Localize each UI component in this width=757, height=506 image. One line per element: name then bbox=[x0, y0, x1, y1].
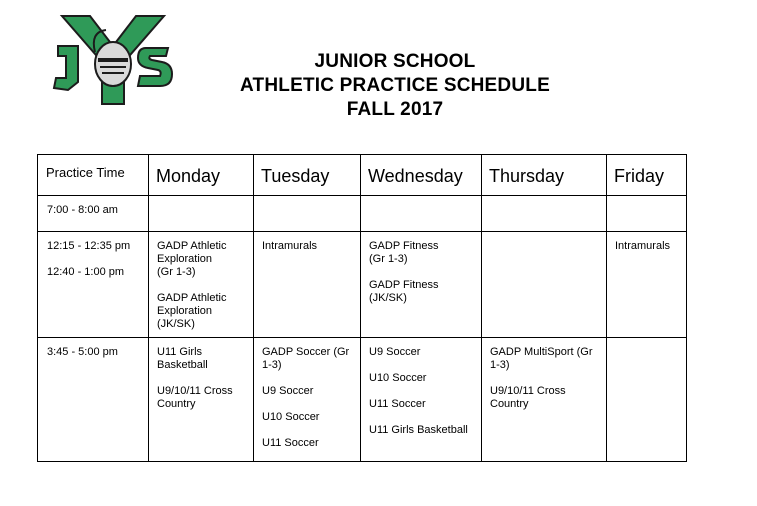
activity-item: U11 Soccer bbox=[369, 398, 426, 410]
title-line-1: JUNIOR SCHOOL bbox=[314, 51, 476, 72]
cell-content bbox=[607, 338, 686, 346]
activity-item: U11 Soccer bbox=[262, 437, 319, 449]
header-monday-label: Monday bbox=[156, 166, 221, 186]
cell-thursday bbox=[482, 196, 607, 232]
cell-wednesday bbox=[361, 338, 482, 462]
time-gap bbox=[47, 253, 148, 266]
cell-monday bbox=[149, 232, 254, 338]
practice-time-label: 12:15 - 12:35 pm bbox=[47, 240, 131, 252]
cell-content bbox=[482, 196, 606, 204]
cell-friday bbox=[607, 196, 687, 232]
activity-gap bbox=[369, 359, 473, 372]
cell-content bbox=[361, 196, 481, 204]
schedule-body bbox=[38, 196, 687, 462]
cell-tuesday bbox=[254, 232, 361, 338]
activity-item: GADP Fitness (Gr 1-3) bbox=[369, 240, 439, 265]
activity-gap bbox=[369, 385, 473, 398]
cell-content bbox=[482, 338, 606, 411]
cell-monday bbox=[149, 338, 254, 462]
cell-content bbox=[254, 196, 360, 204]
cell-content bbox=[607, 196, 686, 204]
header-friday bbox=[607, 155, 687, 196]
cell-content bbox=[149, 232, 253, 331]
table-header-row bbox=[38, 155, 687, 196]
time-cell-content bbox=[38, 196, 148, 217]
header-wednesday-label: Wednesday bbox=[368, 166, 463, 186]
activity-item: GADP MultiSport (Gr 1-3) bbox=[490, 346, 593, 371]
activity-item: U9/10/11 Cross Country bbox=[490, 385, 566, 410]
activity-item: Intramurals bbox=[615, 240, 671, 252]
header-friday-label: Friday bbox=[614, 166, 665, 186]
activity-item: GADP Athletic Exploration (JK/SK) bbox=[157, 292, 227, 330]
practice-time-label: 7:00 - 8:00 am bbox=[47, 204, 118, 216]
time-cell-content bbox=[38, 232, 148, 279]
table-row bbox=[38, 196, 687, 232]
cell-content bbox=[607, 232, 686, 253]
time-cell bbox=[38, 196, 149, 232]
header-tuesday-label: Tuesday bbox=[261, 166, 330, 186]
cell-tuesday bbox=[254, 196, 361, 232]
time-cell-content bbox=[38, 338, 148, 359]
cell-wednesday bbox=[361, 232, 482, 338]
cell-content bbox=[361, 338, 481, 437]
activity-item: Intramurals bbox=[262, 240, 318, 252]
table-row bbox=[38, 338, 687, 462]
cell-friday bbox=[607, 338, 687, 462]
cell-content bbox=[254, 232, 360, 253]
header-practice-time bbox=[38, 155, 149, 196]
school-logo-graphic bbox=[50, 12, 176, 108]
header-practice-time-label: Practice Time bbox=[46, 165, 125, 180]
table-row bbox=[38, 232, 687, 338]
cell-content bbox=[149, 196, 253, 204]
cell-content bbox=[482, 232, 606, 240]
time-cell bbox=[38, 232, 149, 338]
activity-item: U9 Soccer bbox=[262, 385, 314, 397]
activity-gap bbox=[262, 424, 352, 437]
cell-content bbox=[149, 338, 253, 411]
header-monday bbox=[149, 155, 254, 196]
activity-item: U11 Girls Basketball bbox=[369, 424, 468, 436]
header-thursday bbox=[482, 155, 607, 196]
cell-thursday bbox=[482, 232, 607, 338]
activity-item: GADP Soccer (Gr 1-3) bbox=[262, 346, 350, 371]
activity-item: U9/10/11 Cross Country bbox=[157, 385, 233, 410]
activity-item: U10 Soccer bbox=[369, 372, 427, 384]
title-line-2: ATHLETIC PRACTICE SCHEDULE bbox=[240, 75, 550, 96]
practice-time-label: 3:45 - 5:00 pm bbox=[47, 346, 118, 358]
cell-friday bbox=[607, 232, 687, 338]
activity-gap bbox=[157, 372, 245, 385]
activity-gap bbox=[262, 372, 352, 385]
practice-time-label: 12:40 - 1:00 pm bbox=[47, 266, 125, 278]
header-thursday-label: Thursday bbox=[489, 166, 565, 186]
activity-item: U10 Soccer bbox=[262, 411, 320, 423]
activity-item: GADP Fitness (JK/SK) bbox=[369, 279, 439, 304]
time-cell bbox=[38, 338, 149, 462]
schedule-title bbox=[160, 50, 630, 122]
school-logo bbox=[50, 12, 176, 108]
cell-content bbox=[254, 338, 360, 450]
activity-gap bbox=[369, 411, 473, 424]
cell-wednesday bbox=[361, 196, 482, 232]
header-tuesday bbox=[254, 155, 361, 196]
practice-schedule-table bbox=[37, 154, 687, 462]
activity-gap bbox=[369, 266, 473, 279]
cell-tuesday bbox=[254, 338, 361, 462]
activity-item: U9 Soccer bbox=[369, 346, 421, 358]
activity-item: U11 Girls Basketball bbox=[157, 346, 208, 371]
activity-gap bbox=[262, 398, 352, 411]
activity-gap bbox=[157, 279, 245, 292]
activity-item: GADP Athletic Exploration (Gr 1-3) bbox=[157, 240, 227, 278]
cell-thursday bbox=[482, 338, 607, 462]
header-wednesday bbox=[361, 155, 482, 196]
title-line-3: FALL 2017 bbox=[346, 99, 444, 120]
cell-monday bbox=[149, 196, 254, 232]
activity-gap bbox=[490, 372, 598, 385]
cell-content bbox=[361, 232, 481, 305]
